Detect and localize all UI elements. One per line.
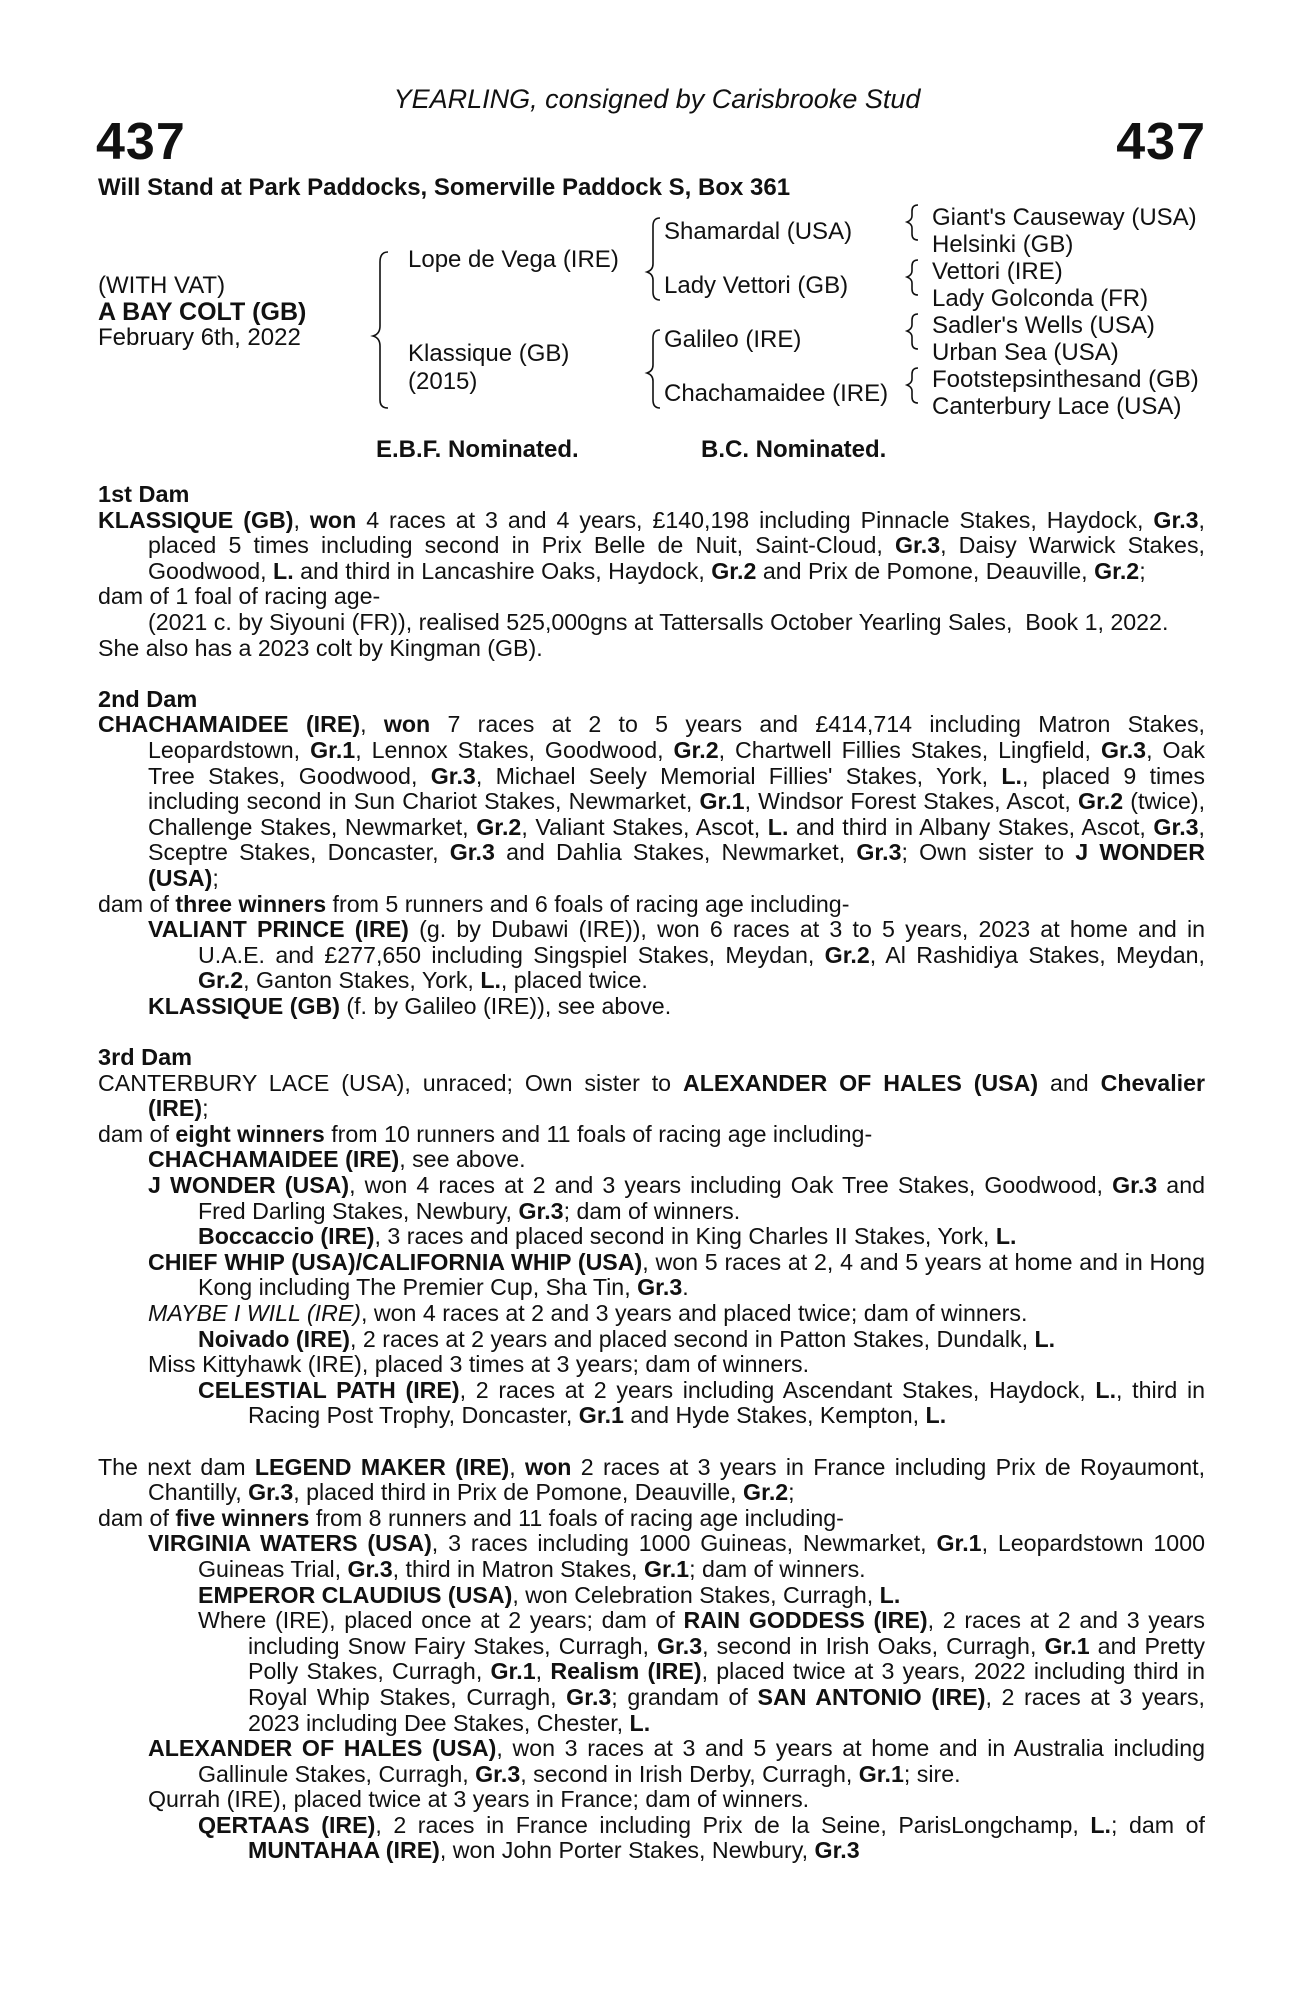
produce-qertaas: QERTAAS (IRE), 2 races in France including Prix de la Seine, ParisLongchamp, L.; dam of MUNTAHAA (IRE), won John Porter Stakes, Newbury, Gr.3: [198, 1811, 1205, 1864]
first-dam-heading: 1st Dam: [98, 481, 190, 507]
lot-number-left: 437: [96, 113, 186, 171]
produce-miss-kittyhawk: Miss Kittyhawk (IRE), placed 3 times at 3 years; dam of winners.: [148, 1351, 810, 1378]
catalogue-subtitle: YEARLING, consigned by Carisbrooke Stud: [393, 84, 921, 114]
produce-j-wonder: J WONDER (USA), won 4 races at 2 and 3 years including Oak Tree Stakes, Goodwood, Gr.3 and Fred Darling Stakes, Newbury, Gr.3; dam of winners.: [148, 1172, 1205, 1224]
produce-emperor-claudius: EMPEROR CLAUDIUS (USA), won Celebration Stakes, Curragh, L.: [198, 1581, 901, 1608]
catalogue-body: [98, 482, 1205, 1864]
produce-valiant-prince: VALIANT PRINCE (IRE) (g. by Dubawi (IRE)), won 6 races at 3 to 5 years, 2023 at home and in U.A.E. and £277,650 including Singspiel Stakes, Meydan, Gr.2, Al Rashidiya Stakes, Meydan, Gr.2, Ganton Stakes, York, L., placed twice.: [148, 916, 1206, 994]
produce-where: Where (IRE), placed once at 2 years; dam of RAIN GODDESS (IRE), 2 races at 2 and 3 years including Snow Fairy Stakes, Curragh, Gr.3, second in Irish Oaks, Curragh, Gr.1 and Pretty Polly Stakes, Curragh, Gr.1, Realism (IRE), placed twice at 3 years, 2022 including third in Royal Whip Stakes, Curragh, Gr.3; grandam of SAN ANTONIO (IRE), 2 races at 3 years, 2023 including Dee Stakes, Chester, L.: [198, 1607, 1206, 1736]
produce-boccaccio: Boccaccio (IRE), 3 races and placed second in King Charles II Stakes, York, L.: [198, 1223, 1017, 1250]
produce-klassique: KLASSIQUE (GB) (f. by Galileo (IRE)), see above.: [148, 992, 672, 1019]
second-dam-produce-intro: dam of three winners from 5 runners and 6 foals of racing age including-: [98, 890, 850, 917]
pedigree-ssd: Helsinki (GB): [932, 231, 1074, 258]
produce-alexander-of-hales: ALEXANDER OF HALES (USA), won 3 races at 3 and 5 years at home and in Australia including Gallinule Stakes, Curragh, Gr.3, second in Irish Derby, Curragh, Gr.1; sire.: [148, 1735, 1205, 1787]
pedigree-sdd: Lady Golconda (FR): [932, 285, 1149, 312]
lot-name: A BAY COLT (GB): [98, 298, 307, 326]
pedigree-dds: Footstepsinthesand (GB): [932, 366, 1199, 393]
pedigree-dss: Sadler's Wells (USA): [932, 312, 1155, 339]
second-dam-record: CHACHAMAIDEE (IRE), won 7 races at 2 to 5 years and £414,714 including Matron Stakes, Leopardstown, Gr.1, Lennox Stakes, Goodwood, Gr.2, Chartwell Fillies Stakes, Lingfield, Gr.3, Oak Tree Stakes, Goodwood, Gr.3, Michael Seely Memorial Fillies' Stakes, York, L., placed 9 times including second in Sun Chariot Stakes, Newmarket, Gr.1, Windsor Forest Stakes, Ascot, Gr.2 (twice), Challenge Stakes, Newmarket, Gr.2, Valiant Stakes, Ascot, L. and third in Albany Stakes, Ascot, Gr.3, Sceptre Stakes, Doncaster, Gr.3 and Dahlia Stakes, Newmarket, Gr.3; Own sister to J WONDER (USA);: [98, 711, 1206, 891]
pedigree-sds: Vettori (IRE): [932, 258, 1063, 285]
pedigree-dam-sire: Galileo (IRE): [664, 326, 802, 353]
produce-maybe-i-will: MAYBE I WILL (IRE), won 4 races at 2 and 3 years and placed twice; dam of winners.: [148, 1300, 1028, 1326]
first-dam-record: KLASSIQUE (GB), won 4 races at 3 and 4 years, £140,198 including Pinnacle Stakes, Haydock, Gr.3, placed 5 times including second in Prix Belle de Nuit, Saint-Cloud, Gr.3, Daisy Warwick Stakes, Goodwood, L. and third in Lancashire Oaks, Haydock, Gr.2 and Prix de Pomone, Deauville, Gr.2;: [98, 506, 1205, 584]
lot-number-right: 437: [1116, 113, 1206, 171]
bc-nomination: B.C. Nominated.: [701, 436, 887, 463]
next-dam-produce-intro: dam of five winners from 8 runners and 11 foals of racing age including-: [98, 1504, 844, 1531]
vat-note: (WITH VAT): [98, 272, 226, 299]
first-dam-produce-2021: (2021 c. by Siyouni (FR)), realised 525,000gns at Tattersalls October Yearling Sales, Book 1, 2022.: [148, 608, 1169, 635]
produce-celestial-path: CELESTIAL PATH (IRE), 2 races at 2 years including Ascendant Stakes, Haydock, L., third in Racing Post Trophy, Doncaster, Gr.1 and Hyde Stakes, Kempton, L.: [198, 1376, 1206, 1429]
pedigree-sire: Lope de Vega (IRE): [408, 246, 619, 273]
stable-location: Will Stand at Park Paddocks, Somerville Paddock S, Box 361: [98, 174, 791, 201]
third-dam-record: CANTERBURY LACE (USA), unraced; Own sister to ALEXANDER OF HALES (USA) and Chevalier (IRE);: [98, 1069, 1205, 1122]
produce-qurrah: Qurrah (IRE), placed twice at 3 years in France; dam of winners.: [148, 1786, 810, 1813]
next-dam-record: The next dam LEGEND MAKER (IRE), won 2 races at 3 years in France including Prix de Royaumont, Chantilly, Gr.3, placed third in Prix de Pomone, Deauville, Gr.2;: [98, 1453, 1206, 1506]
pedigree-dam-dam: Chachamaidee (IRE): [664, 380, 889, 407]
produce-chief-whip: CHIEF WHIP (USA)/CALIFORNIA WHIP (USA), won 5 races at 2, 4 and 5 years at home and in Hong Kong including The Premier Cup, Sha Tin, Gr.3.: [148, 1248, 1205, 1301]
first-dam-produce-intro: dam of 1 foal of racing age-: [98, 583, 381, 610]
pedigree-dam: Klassique (GB): [408, 340, 570, 367]
pedigree-dsd: Urban Sea (USA): [932, 339, 1119, 366]
ebf-nomination: E.B.F. Nominated.: [376, 436, 579, 463]
pedigree-dam-year: (2015): [408, 368, 478, 395]
produce-virginia-waters: VIRGINIA WATERS (USA), 3 races including 1000 Guineas, Newmarket, Gr.1, Leopardstown 1000 Guineas Trial, Gr.3, third in Matron Stakes, Gr.1; dam of winners.: [148, 1530, 1205, 1582]
foaling-date: February 6th, 2022: [98, 324, 301, 351]
first-dam-note: She also has a 2023 colt by Kingman (GB).: [98, 634, 543, 661]
pedigree-sire-sire: Shamardal (USA): [664, 218, 853, 245]
pedigree-sire-dam: Lady Vettori (GB): [664, 272, 849, 299]
third-dam-heading: 3rd Dam: [98, 1044, 193, 1071]
pedigree-sss: Giant's Causeway (USA): [932, 204, 1197, 231]
produce-noivado: Noivado (IRE), 2 races at 2 years and placed second in Patton Stakes, Dundalk, L.: [198, 1325, 1056, 1352]
pedigree-ddd: Canterbury Lace (USA): [932, 393, 1182, 420]
third-dam-produce-intro: dam of eight winners from 10 runners and 11 foals of racing age including-: [98, 1120, 873, 1147]
second-dam-heading: 2nd Dam: [98, 685, 198, 712]
produce-chachamaidee: CHACHAMAIDEE (IRE), see above.: [148, 1146, 526, 1173]
